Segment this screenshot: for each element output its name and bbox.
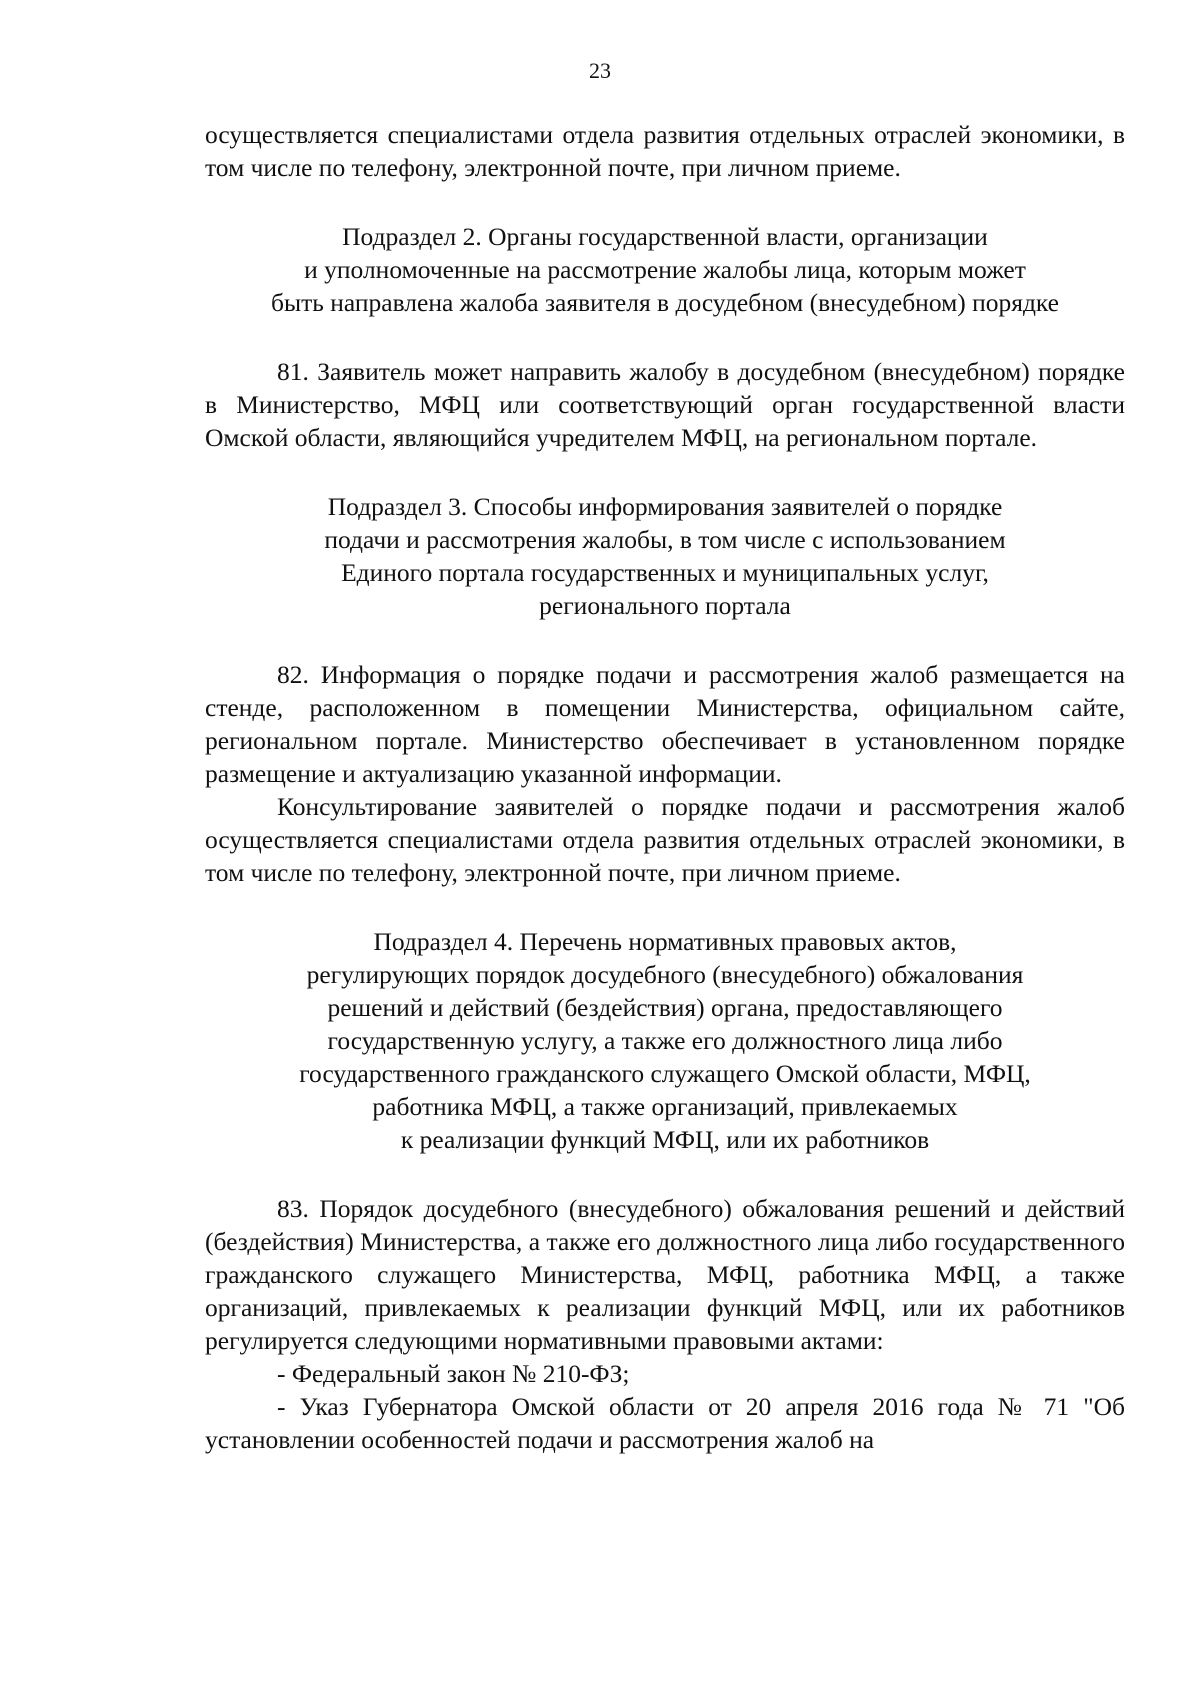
heading-line: государственную услугу, а также его должностного лица либо bbox=[327, 1026, 1003, 1055]
heading-line: к реализации функций МФЦ, или их работников bbox=[400, 1125, 930, 1154]
subsection-3-heading bbox=[205, 490, 1125, 622]
list-item-federal-law: - Федеральный закон № 210-ФЗ; bbox=[277, 1359, 630, 1388]
heading-line: работника МФЦ, а также организаций, привлекаемых bbox=[372, 1092, 958, 1121]
document-body bbox=[205, 118, 1125, 1456]
paragraph-intro: осуществляется специалистами отдела развития отдельных отраслей экономики, в том числе по телефону, электронной почте, при личном приеме. bbox=[205, 120, 1125, 182]
paragraph-83: 83. Порядок досудебного (внесудебного) обжалования решений и действий (бездействия) Министерства, а также его должностного лица либо государственного гражданского служащего Министерства, МФЦ, работника МФЦ, а также организаций, привлекаемых к реализации функций МФЦ, или их работников регулируется следующими нормативными правовыми актами: bbox=[205, 1194, 1125, 1355]
heading-line: подачи и рассмотрения жалобы, в том числе с использованием bbox=[324, 525, 1006, 554]
heading-line: государственного гражданского служащего Омской области, МФЦ, bbox=[299, 1059, 1031, 1088]
list-item-governor-decree: - Указ Губернатора Омской области от 20 апреля 2016 года № 71 "Об установлении особенностей подачи и рассмотрения жалоб на bbox=[205, 1392, 1125, 1454]
heading-line: Подраздел 3. Способы информирования заявителей о порядке bbox=[327, 492, 1003, 521]
paragraph-81: 81. Заявитель может направить жалобу в досудебном (внесудебном) порядке в Министерство, МФЦ или соответствующий орган государственной власти Омской области, являющийся учредителем МФЦ, на региональном портале. bbox=[205, 357, 1125, 452]
heading-line: Единого портала государственных и муниципальных услуг, bbox=[341, 558, 989, 587]
subsection-4-heading bbox=[205, 925, 1125, 1156]
paragraph-82: 82. Информация о порядке подачи и рассмотрения жалоб размещается на стенде, расположенном в помещении Министерства, официальном сайте, региональном портале. Министерство обеспечивает в установленном порядке размещение и актуализацию указанной информации. bbox=[205, 660, 1125, 788]
heading-line: быть направлена жалоба заявителя в досудебном (внесудебном) порядке bbox=[270, 288, 1060, 317]
heading-line: регионального портала bbox=[539, 591, 791, 620]
heading-line: регулирующих порядок досудебного (внесудебного) обжалования bbox=[306, 960, 1024, 989]
heading-line: и уполномоченные на рассмотрение жалобы лица, которым может bbox=[304, 255, 1026, 284]
heading-line: решений и действий (бездействия) органа, предоставляющего bbox=[327, 993, 1003, 1022]
paragraph-82-consulting: Консультирование заявителей о порядке подачи и рассмотрения жалоб осуществляется специалистами отдела развития отдельных отраслей экономики, в том числе по телефону, электронной почте, при личном приеме. bbox=[205, 792, 1125, 887]
heading-line: Подраздел 2. Органы государственной власти, организации bbox=[342, 222, 988, 251]
subsection-2-heading bbox=[205, 220, 1125, 319]
page-number: 23 bbox=[589, 58, 611, 83]
heading-line: Подраздел 4. Перечень нормативных правовых актов, bbox=[373, 927, 957, 956]
